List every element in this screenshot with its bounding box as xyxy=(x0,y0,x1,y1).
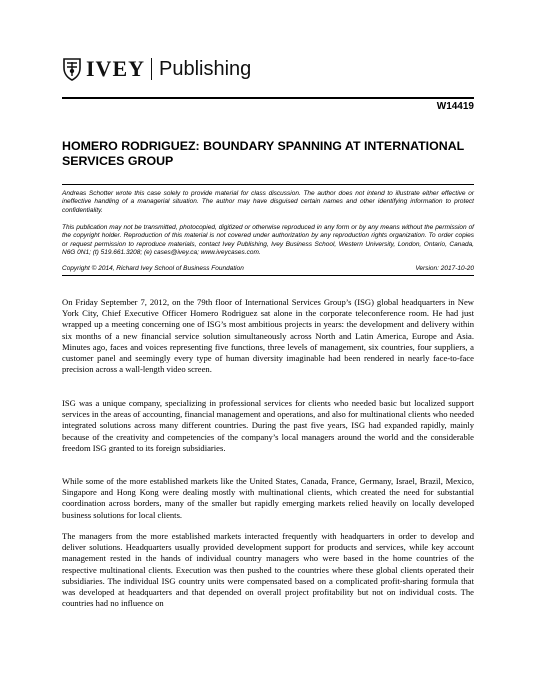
logo-wordmark: IVEY xyxy=(86,56,146,81)
copyright-row xyxy=(62,265,474,273)
copyright-text: Copyright © 2014, Richard Ivey School of Business Foundation xyxy=(62,265,244,272)
case-code: W14419 xyxy=(436,101,474,112)
body-paragraph-3: While some of the more established markets like the United States, Canada, France, Germany, Israel, Brazil, Mexico, Singapore and Hong Kong were dealing mostly with multinational clients, which created the need for substantial coordination across borders, many of the smaller but rapidly emerging markets relied heavily on locally developed business solutions for local clients. xyxy=(62,476,474,520)
header-rule xyxy=(62,97,474,99)
logo-divider xyxy=(151,58,152,80)
notes-bottom-rule xyxy=(62,275,474,276)
permission-note: This publication may not be transmitted, photocopied, digitized or otherwise reproduced in any form or by any means without the permission of the copyright holder. Reproduction of this material is not covered under authorization by any reproduction rights organization. To order copies or request permission to reproduce materials, contact Ivey Publishing, Ivey Business School, Western University, London, Ontario, Canada, N6G 0N1; (t) 519.661.3208; (e) cases@ivey.ca; www.iveycases.com. xyxy=(62,224,474,256)
ivey-publishing-logo xyxy=(62,54,251,84)
author-note: Andreas Schotter wrote this case solely to provide material for class discussion. The author does not intend to illustrate either effective or ineffective handling of a managerial situation. The author may have disguised certain names and other identifying information to protect confidentiality. xyxy=(62,190,474,214)
shield-crest-icon xyxy=(62,57,82,81)
body-paragraph-4: The managers from the more established markets interacted frequently with headquarters in order to develop and deliver solutions. Headquarters usually provided development support for products and services, while key account management rested in the hands of individual country managers who were based in the home countries of the respective multinational clients. Execution was then pushed to the countries where these global clients operated their subsidiaries. The individual ISG country units were compensated based on a complicated profit-sharing formula that was developed at headquarters and that depended on overall project profitability but not on individual costs. The countries had no influence on xyxy=(62,531,474,609)
body-paragraph-2: ISG was a unique company, specializing in professional services for clients who needed basic but localized support services in the areas of accounting, financial management and operations, and also for multinational clients who needed integrated solutions across many different countries. During the past five years, ISG had expanded rapidly, mainly because of the creativity and competencies of the company’s local managers around the world and the considerable freedom ISG granted to its foreign subsidiaries. xyxy=(62,398,474,453)
case-title: HOMERO RODRIGUEZ: BOUNDARY SPANNING AT INTERNATIONAL SERVICES GROUP xyxy=(62,139,465,168)
logo-publishing-label: Publishing xyxy=(159,57,252,80)
body-paragraph-1: On Friday September 7, 2012, on the 79th floor of International Services Group’s (ISG) global headquarters in New York City, Chief Executive Officer Homero Rodriguez sat alone in the corporate teleconference room. He had just wrapped up a meeting concerning one of ISG’s most ambitious projects in years: the development and delivery within six months of a new financial service solution simultaneously across North and Latin America, Europe and Asia. Minutes ago, faces and voices representing five functions, three levels of management, six countries, four suppliers, a customer panel and seemingly every type of human diversity imaginable had been rendered in nearly face-to-face precision across a wall-length video screen. xyxy=(62,297,474,375)
version-text: Version: 2017-10-20 xyxy=(415,265,474,272)
notes-top-rule xyxy=(62,184,474,185)
